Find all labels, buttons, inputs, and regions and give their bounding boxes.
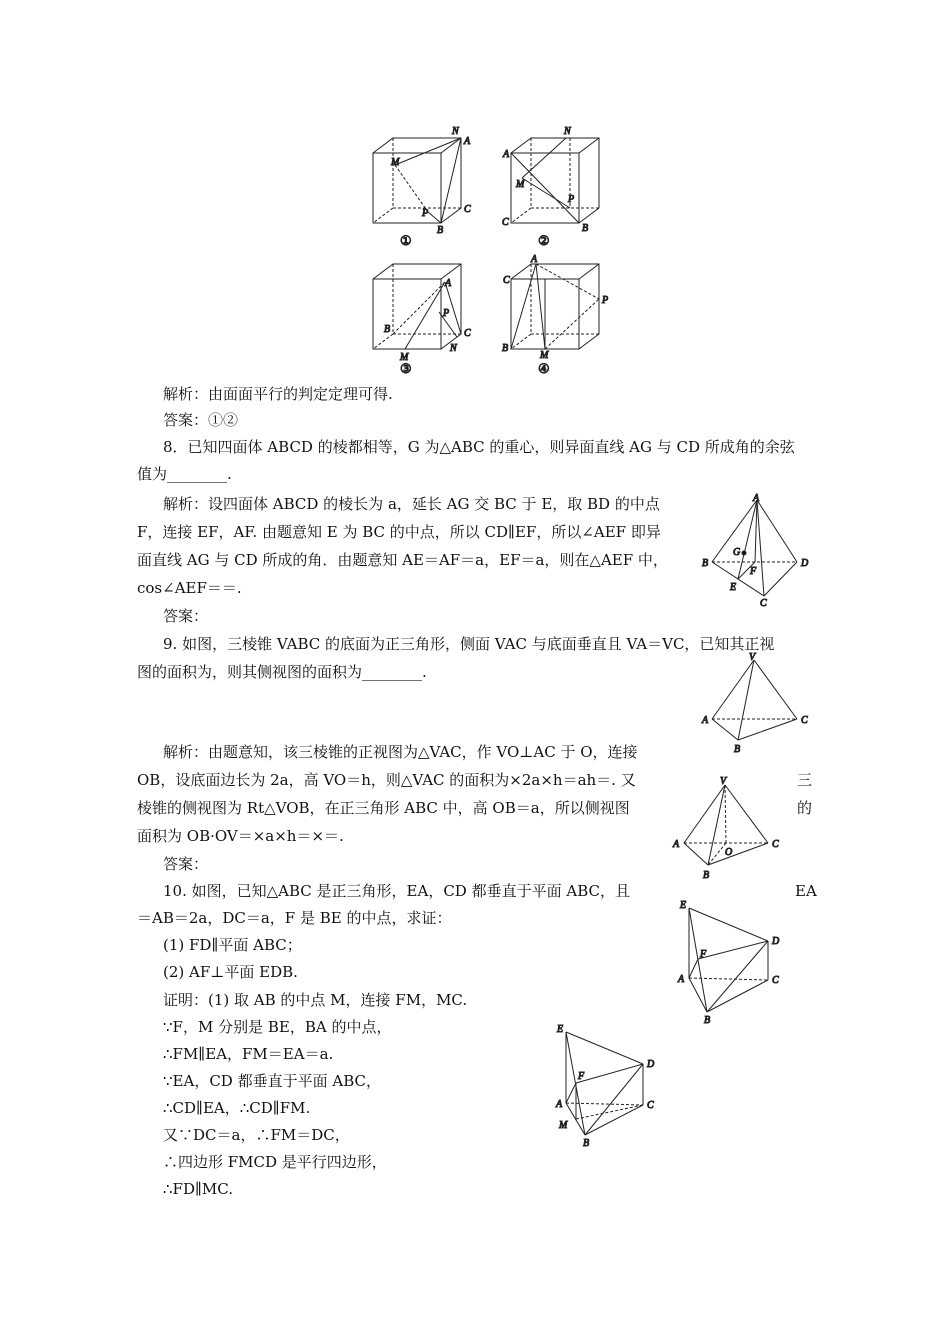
tetrahedron-figure [700,494,815,609]
figure-caption: ④ [538,362,550,377]
figure-caption: ② [538,234,550,249]
label-C: C [503,275,510,286]
q7-analysis: 解析：由面面平行的判定定理可得. [163,385,393,403]
label-A: A [678,974,685,985]
q9-solution-line2-end: 三 [797,771,813,789]
q8-solution-line4: cos∠AEF＝＝. [137,579,242,597]
label-F: F [578,1071,585,1082]
pyramid-figure-1 [700,652,815,756]
q10-proof-line2: ∵F，M 分别是 BE，BA 的中点， [163,1018,392,1036]
q10-proof-line3: ∴FM∥EA，FM＝EA＝a. [163,1045,334,1063]
label-B: B [702,558,709,569]
label-P: P [602,295,609,306]
q8-solution-line1: 解析：设四面体 ABCD 的棱长为 a，延长 AG 交 BC 于 E，取 BD 的中点 [163,495,660,513]
label-C: C [772,839,779,850]
q8-question-line1: 8．已知四面体 ABCD 的棱都相等，G 为△ABC 的重心，则异面直线 AG 与 CD 所成角的余弦 [163,438,795,456]
label-A: A [556,1099,563,1110]
label-P: P [422,208,429,219]
label-C: C [772,975,779,986]
q9-question-line2: 图的面积为，则其侧视图的面积为________. [137,663,427,681]
q9-solution-line4: 面积为 OB·OV＝×a×h＝×＝. [137,827,344,845]
label-V: V [749,652,756,663]
label-A: A [445,278,452,289]
label-B: B [384,324,391,335]
label-D: D [647,1059,655,1070]
cube-figure-4 [498,252,618,376]
label-C: C [502,217,509,228]
q9-solution-line3-end: 的 [797,799,813,817]
q9-solution-line1: 解析：由题意知，该三棱锥的正视图为△VAC，作 VO⊥AC 于 O，连接 [163,743,638,761]
label-N: N [452,126,459,137]
label-A: A [503,149,510,160]
label-M: M [559,1120,568,1131]
label-C: C [760,598,767,609]
label-E: E [730,582,737,593]
label-F: F [750,566,757,577]
pyramid-figure-2 [670,776,790,884]
q9-question-line1: 9. 如图，三棱锥 VABC 的底面为正三角形，侧面 VAC 与底面垂直且 VA＝VC，已知其正视 [163,635,775,653]
label-B: B [502,343,509,354]
cube-figure-3 [360,252,480,376]
label-B: B [704,1015,711,1026]
label-A: A [673,839,680,850]
q8-solution-line3: 面直线 AG 与 CD 所成的角．由题意知 AE＝AF＝a，EF＝a，则在△AEF 中， [137,551,668,569]
prism-figure-2 [550,1018,665,1154]
label-G: G [733,547,741,558]
q8-answer: 答案： [163,607,209,625]
label-M: M [540,350,549,361]
q10-proof-line4: ∵EA，CD 都垂直于平面 ABC， [163,1072,381,1090]
label-E: E [557,1024,564,1035]
label-B: B [437,225,444,236]
q10-question-line2: ＝AB＝2a，DC＝a，F 是 BE 的中点，求证： [137,909,452,927]
label-F: F [700,949,707,960]
figure-caption: ① [400,234,412,249]
label-A: A [531,254,538,265]
label-A: A [464,136,471,147]
label-P: P [443,308,450,319]
label-B: B [583,1138,590,1149]
q10-part2: (2) AF⊥平面 EDB. [163,963,298,981]
q9-solution-line3: 棱锥的侧视图为 Rt△VOB，在正三角形 ABC 中，高 OB＝a，所以侧视图 [137,799,630,817]
label-C: C [464,204,471,215]
label-B: B [582,223,589,234]
cube-figure-1 [360,128,480,248]
q7-answer: 答案：①② [163,411,239,429]
q9-solution-line2: OB，设底面边长为 2a，高 VO＝h，则△VAC 的面积为×2a×h＝ah＝. 又 [137,771,636,789]
cube-figure-2 [498,128,618,248]
q10-proof-line7: ∴四边形 FMCD 是平行四边形， [163,1153,387,1171]
q10-proof-line6: 又∵DC＝a，∴FM＝DC， [163,1126,350,1144]
label-A: A [753,493,760,504]
label-B: B [703,870,710,881]
label-C: C [801,715,808,726]
label-A: A [702,715,709,726]
label-N: N [450,343,457,354]
label-M: M [400,352,409,363]
label-N: N [564,126,571,137]
label-M: M [391,157,400,168]
q10-proof-line1: 证明：(1) 取 AB 的中点 M，连接 FM，MC. [163,991,468,1009]
label-M: M [516,179,525,190]
label-E: E [680,900,687,911]
q9-answer: 答案： [163,855,209,873]
label-O: O [725,847,733,858]
label-D: D [801,558,809,569]
q10-question-line1-end: EA [795,882,817,900]
label-C: C [647,1100,654,1111]
label-P: P [568,194,575,205]
label-B: B [734,744,741,755]
figure-caption: ③ [400,362,412,377]
prism-figure-1 [676,892,791,1028]
q8-solution-line2: F，连接 EF，AF. 由题意知 E 为 BC 的中点，所以 CD∥EF，所以∠AEF 即异 [137,523,661,541]
label-D: D [772,936,780,947]
q10-question-line1: 10. 如图，已知△ABC 是正三角形，EA，CD 都垂直于平面 ABC，且 [163,882,630,900]
label-V: V [720,776,727,787]
label-C: C [464,328,471,339]
q10-part1: (1) FD∥平面 ABC； [163,936,302,954]
q10-proof-line8: ∴FD∥MC. [163,1180,233,1198]
q10-proof-line5: ∴CD∥EA，∴CD∥FM. [163,1099,311,1117]
q8-question-line2: 值为________. [137,465,232,483]
